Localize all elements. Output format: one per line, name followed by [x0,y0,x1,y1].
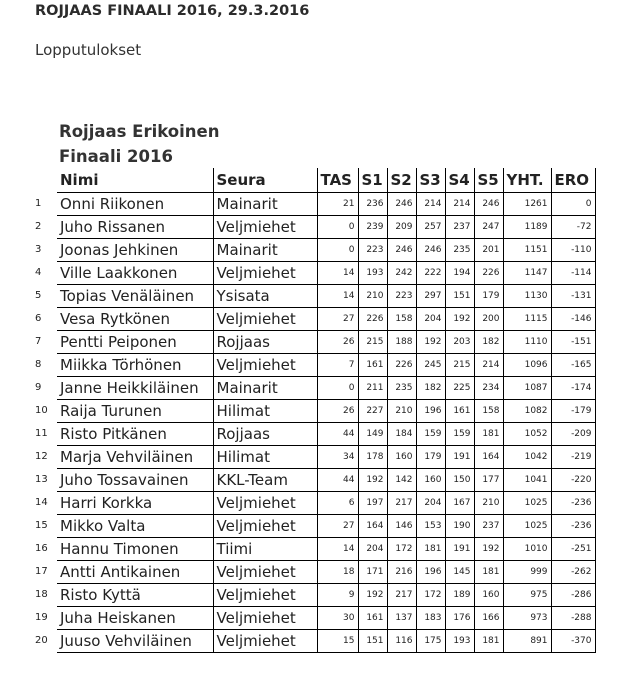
s2-cell: 217 [387,583,416,606]
s5-cell: 181 [474,629,503,652]
s2-cell: 235 [387,376,416,399]
s1-cell: 227 [358,399,387,422]
s2-cell: 242 [387,261,416,284]
tas-cell: 44 [317,468,358,491]
name-cell: Harri Korkka [57,491,213,514]
header-s4: S4 [445,168,474,192]
total-cell: 1110 [503,330,551,353]
s2-cell: 172 [387,537,416,560]
s1-cell: 223 [358,238,387,261]
diff-cell: -151 [551,330,595,353]
club-cell: Veljmiehet [213,560,317,583]
s4-cell: 167 [445,491,474,514]
s1-cell: 193 [358,261,387,284]
diff-cell: -114 [551,261,595,284]
s5-cell: 160 [474,583,503,606]
tas-cell: 0 [317,376,358,399]
rank-cell: 9 [35,382,42,393]
s5-cell: 179 [474,284,503,307]
table-row [33,606,595,629]
table-row [33,307,595,330]
s3-cell: 246 [416,238,445,261]
total-cell: 1082 [503,399,551,422]
name-cell: Vesa Rytkönen [57,307,213,330]
table-row [33,583,595,606]
name-cell: Janne Heikkiläinen [57,376,213,399]
name-cell: Juho Tossavainen [57,468,213,491]
s4-cell: 191 [445,537,474,560]
club-cell: Veljmiehet [213,491,317,514]
club-cell: Hilimat [213,445,317,468]
s3-cell: 204 [416,491,445,514]
s4-cell: 237 [445,215,474,238]
s4-cell: 193 [445,629,474,652]
s3-cell: 160 [416,468,445,491]
s4-cell: 215 [445,353,474,376]
rank-cell: 8 [35,359,42,370]
page-subtitle: Lopputulokset [35,41,142,59]
rank-cell: 5 [35,290,42,301]
s5-cell: 181 [474,422,503,445]
club-cell: Veljmiehet [213,606,317,629]
total-cell: 1115 [503,307,551,330]
s4-cell: 192 [445,307,474,330]
s1-cell: 236 [358,192,387,215]
s4-cell: 235 [445,238,474,261]
s2-cell: 142 [387,468,416,491]
rank-cell: 1 [35,198,42,209]
s2-cell: 188 [387,330,416,353]
s2-cell: 137 [387,606,416,629]
s1-cell: 192 [358,583,387,606]
diff-cell: -219 [551,445,595,468]
tas-cell: 9 [317,583,358,606]
rank-cell: 14 [35,497,48,508]
header-s2: S2 [387,168,416,192]
total-cell: 1041 [503,468,551,491]
club-cell: Veljmiehet [213,307,317,330]
s5-cell: 234 [474,376,503,399]
diff-cell: -236 [551,514,595,537]
header-s1: S1 [358,168,387,192]
s3-cell: 204 [416,307,445,330]
s5-cell: 177 [474,468,503,491]
s1-cell: 161 [358,606,387,629]
name-cell: Joonas Jehkinen [57,238,213,261]
tas-cell: 30 [317,606,358,629]
total-cell: 1261 [503,192,551,215]
club-cell: KKL-Team [213,468,317,491]
s5-cell: 237 [474,514,503,537]
diff-cell: -220 [551,468,595,491]
table-title-line1: Rojjaas Erikoinen [59,122,220,141]
rank-cell: 19 [35,612,48,623]
s1-cell: 226 [358,307,387,330]
total-cell: 1087 [503,376,551,399]
total-cell: 973 [503,606,551,629]
s5-cell: 214 [474,353,503,376]
header-club: Seura [213,168,317,192]
s1-cell: 192 [358,468,387,491]
club-cell: Veljmiehet [213,629,317,652]
s2-cell: 223 [387,284,416,307]
total-cell: 975 [503,583,551,606]
club-cell: Veljmiehet [213,353,317,376]
s3-cell: 179 [416,445,445,468]
s1-cell: 239 [358,215,387,238]
club-cell: Tiimi [213,537,317,560]
s4-cell: 194 [445,261,474,284]
table-row [33,215,595,238]
s1-cell: 178 [358,445,387,468]
s1-cell: 171 [358,560,387,583]
s5-cell: 226 [474,261,503,284]
s4-cell: 214 [445,192,474,215]
table-row [33,629,595,652]
name-cell: Hannu Timonen [57,537,213,560]
name-cell: Risto Pitkänen [57,422,213,445]
name-cell: Juho Rissanen [57,215,213,238]
s2-cell: 216 [387,560,416,583]
table-title-line2: Finaali 2016 [59,147,173,166]
s2-cell: 146 [387,514,416,537]
s3-cell: 196 [416,560,445,583]
s5-cell: 201 [474,238,503,261]
tas-cell: 14 [317,261,358,284]
s5-cell: 246 [474,192,503,215]
s4-cell: 191 [445,445,474,468]
name-cell: Risto Kyttä [57,583,213,606]
tas-cell: 0 [317,238,358,261]
s5-cell: 210 [474,491,503,514]
s3-cell: 182 [416,376,445,399]
table-row [33,491,595,514]
s3-cell: 159 [416,422,445,445]
diff-cell: -131 [551,284,595,307]
page-title: ROJJAAS FINAALI 2016, 29.3.2016 [35,3,310,19]
name-cell: Raija Turunen [57,399,213,422]
s5-cell: 164 [474,445,503,468]
club-cell: Mainarit [213,192,317,215]
s3-cell: 245 [416,353,445,376]
diff-cell: -251 [551,537,595,560]
club-cell: Mainarit [213,238,317,261]
rank-cell: 18 [35,589,48,600]
club-cell: Mainarit [213,376,317,399]
tas-cell: 44 [317,422,358,445]
header-diff: ERO [551,168,595,192]
header-row [33,168,595,192]
s1-cell: 164 [358,514,387,537]
total-cell: 891 [503,629,551,652]
total-cell: 1025 [503,514,551,537]
rank-cell: 7 [35,336,42,347]
rank-cell: 4 [35,267,42,278]
name-cell: Ville Laakkonen [57,261,213,284]
s1-cell: 204 [358,537,387,560]
s2-cell: 184 [387,422,416,445]
s5-cell: 181 [474,560,503,583]
s5-cell: 182 [474,330,503,353]
tas-cell: 7 [317,353,358,376]
s3-cell: 196 [416,399,445,422]
rank-cell: 6 [35,313,42,324]
name-cell: Mikko Valta [57,514,213,537]
diff-cell: -288 [551,606,595,629]
s3-cell: 153 [416,514,445,537]
diff-cell: -370 [551,629,595,652]
table-row [33,353,595,376]
total-cell: 1151 [503,238,551,261]
club-cell: Veljmiehet [213,215,317,238]
s4-cell: 150 [445,468,474,491]
s1-cell: 149 [358,422,387,445]
s4-cell: 159 [445,422,474,445]
total-cell: 1042 [503,445,551,468]
club-cell: Rojjaas [213,422,317,445]
s4-cell: 145 [445,560,474,583]
total-cell: 1189 [503,215,551,238]
s2-cell: 209 [387,215,416,238]
total-cell: 1130 [503,284,551,307]
table-row [33,445,595,468]
table-row [33,376,595,399]
table-row [33,330,595,353]
s5-cell: 166 [474,606,503,629]
s2-cell: 226 [387,353,416,376]
total-cell: 1096 [503,353,551,376]
s1-cell: 197 [358,491,387,514]
table-row [33,192,595,215]
tas-cell: 18 [317,560,358,583]
total-cell: 1025 [503,491,551,514]
s3-cell: 257 [416,215,445,238]
club-cell: Veljmiehet [213,261,317,284]
s1-cell: 215 [358,330,387,353]
rank-cell: 15 [35,520,48,531]
diff-cell: -146 [551,307,595,330]
diff-cell: -179 [551,399,595,422]
s3-cell: 222 [416,261,445,284]
rank-cell: 12 [35,451,48,462]
s1-cell: 211 [358,376,387,399]
tas-cell: 14 [317,537,358,560]
club-cell: Veljmiehet [213,583,317,606]
name-cell: Antti Antikainen [57,560,213,583]
header-s3: S3 [416,168,445,192]
table-row [33,261,595,284]
club-cell: Rojjaas [213,330,317,353]
table-row [33,399,595,422]
rank-cell: 10 [35,405,48,416]
header-rank [33,168,57,192]
s1-cell: 210 [358,284,387,307]
header-tas: TAS [317,168,358,192]
s2-cell: 246 [387,192,416,215]
name-cell: Juha Heiskanen [57,606,213,629]
name-cell: Miikka Törhönen [57,353,213,376]
s4-cell: 225 [445,376,474,399]
tas-cell: 34 [317,445,358,468]
s4-cell: 176 [445,606,474,629]
results-table [33,168,596,653]
total-cell: 1052 [503,422,551,445]
rank-cell: 20 [35,635,48,646]
club-cell: Veljmiehet [213,514,317,537]
s3-cell: 297 [416,284,445,307]
s2-cell: 158 [387,307,416,330]
header-name: Nimi [57,168,213,192]
results-body [33,192,595,652]
total-cell: 1147 [503,261,551,284]
s1-cell: 151 [358,629,387,652]
tas-cell: 14 [317,284,358,307]
tas-cell: 21 [317,192,358,215]
table-row [33,537,595,560]
tas-cell: 6 [317,491,358,514]
s5-cell: 247 [474,215,503,238]
s4-cell: 189 [445,583,474,606]
name-cell: Onni Riikonen [57,192,213,215]
tas-cell: 26 [317,399,358,422]
name-cell: Marja Vehviläinen [57,445,213,468]
diff-cell: -262 [551,560,595,583]
table-row [33,284,595,307]
diff-cell: -165 [551,353,595,376]
diff-cell: -174 [551,376,595,399]
s3-cell: 181 [416,537,445,560]
s4-cell: 203 [445,330,474,353]
s3-cell: 172 [416,583,445,606]
club-cell: Ysisata [213,284,317,307]
s3-cell: 183 [416,606,445,629]
table-row [33,422,595,445]
diff-cell: -286 [551,583,595,606]
header-total: YHT. [503,168,551,192]
rank-cell: 16 [35,543,48,554]
club-cell: Hilimat [213,399,317,422]
table-row [33,468,595,491]
s2-cell: 116 [387,629,416,652]
rank-cell: 17 [35,566,48,577]
s5-cell: 200 [474,307,503,330]
name-cell: Topias Venäläinen [57,284,213,307]
header-s5: S5 [474,168,503,192]
diff-cell: 0 [551,192,595,215]
s3-cell: 192 [416,330,445,353]
diff-cell: -72 [551,215,595,238]
s3-cell: 214 [416,192,445,215]
tas-cell: 0 [317,215,358,238]
s4-cell: 151 [445,284,474,307]
s1-cell: 161 [358,353,387,376]
diff-cell: -209 [551,422,595,445]
tas-cell: 27 [317,307,358,330]
tas-cell: 27 [317,514,358,537]
s2-cell: 246 [387,238,416,261]
diff-cell: -110 [551,238,595,261]
rank-cell: 2 [35,221,42,232]
total-cell: 1010 [503,537,551,560]
s5-cell: 158 [474,399,503,422]
diff-cell: -236 [551,491,595,514]
rank-cell: 13 [35,474,48,485]
table-title [59,119,219,169]
name-cell: Pentti Peiponen [57,330,213,353]
table-row [33,238,595,261]
s2-cell: 210 [387,399,416,422]
name-cell: Juuso Vehviläinen [57,629,213,652]
s4-cell: 190 [445,514,474,537]
s4-cell: 161 [445,399,474,422]
table-row [33,514,595,537]
s2-cell: 160 [387,445,416,468]
table-row [33,560,595,583]
s3-cell: 175 [416,629,445,652]
tas-cell: 15 [317,629,358,652]
rank-cell: 3 [35,244,42,255]
rank-cell: 11 [35,428,48,439]
total-cell: 999 [503,560,551,583]
s5-cell: 192 [474,537,503,560]
tas-cell: 26 [317,330,358,353]
s2-cell: 217 [387,491,416,514]
